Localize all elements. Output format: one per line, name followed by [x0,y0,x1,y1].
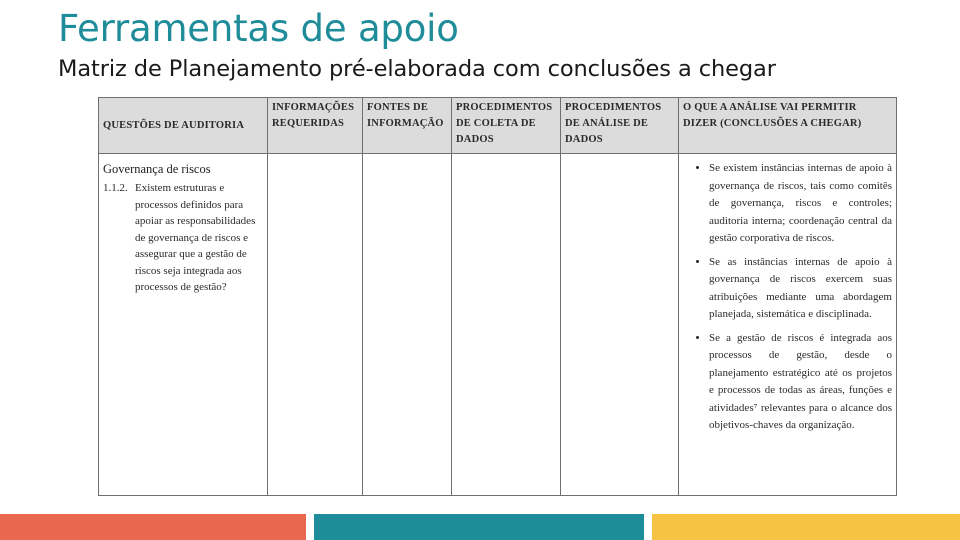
collection-cell [452,154,561,496]
question-text: Existem estruturas e processos definidos para apoiar as responsabilidades de governança de riscos e assegurar que a gestão de riscos seja integrada aos processos de gestão? [135,182,256,293]
header-sources: FONTES DE INFORMAÇÃO [363,98,452,154]
question-heading: Governança de riscos [103,162,211,176]
conclusion-item: • Se existem instâncias internas de apoio à governança de riscos, tais como comitês de governança, riscos e controles; auditoria interna; coordenação central da gestão corporativa de riscos. [709,160,892,248]
table-header-row [99,98,897,154]
conclusions-list [683,160,892,435]
header-questions: QUESTÕES DE AUDITORIA [99,98,268,154]
footer-bar-coral [0,514,306,540]
analysis-cell [561,154,679,496]
header-info: INFORMAÇÕES REQUERIDAS [268,98,363,154]
header-analysis: PROCEDIMENTOS DE ANÁLISE DE DADOS [561,98,679,154]
sources-cell [363,154,452,496]
header-collection: PROCEDIMENTOS DE COLETA DE DADOS [452,98,561,154]
conclusion-item: • Se a gestão de riscos é integrada aos processos de gestão, desde o planejamento estratégico até os projetos e processos de todas as áreas, funções e atividades⁷ relevantes para o alcance dos objetivos-chaves da organização. [709,330,892,435]
table-row [99,154,897,496]
question-number: 1.1.2. [103,182,128,194]
slide-title: Ferramentas de apoio [58,7,459,50]
header-conclusions: O QUE A ANÁLISE VAI PERMITIR DIZER (CONCLUSÕES A CHEGAR) [679,98,897,154]
info-cell [268,154,363,496]
planning-matrix-image [98,97,896,496]
conclusion-item: • Se as instâncias internas de apoio à governança de riscos exercem suas atribuições mediante uma abordagem planejada, sistemática e disciplinada. [709,254,892,324]
slide-subtitle: Matriz de Planejamento pré-elaborada com conclusões a chegar [58,56,776,82]
conclusions-cell [679,154,897,496]
question-item [103,180,263,296]
question-cell [99,154,268,496]
planning-matrix-table [98,97,897,496]
footer-bar-teal [314,514,644,540]
footer-bar-yellow [652,514,960,540]
